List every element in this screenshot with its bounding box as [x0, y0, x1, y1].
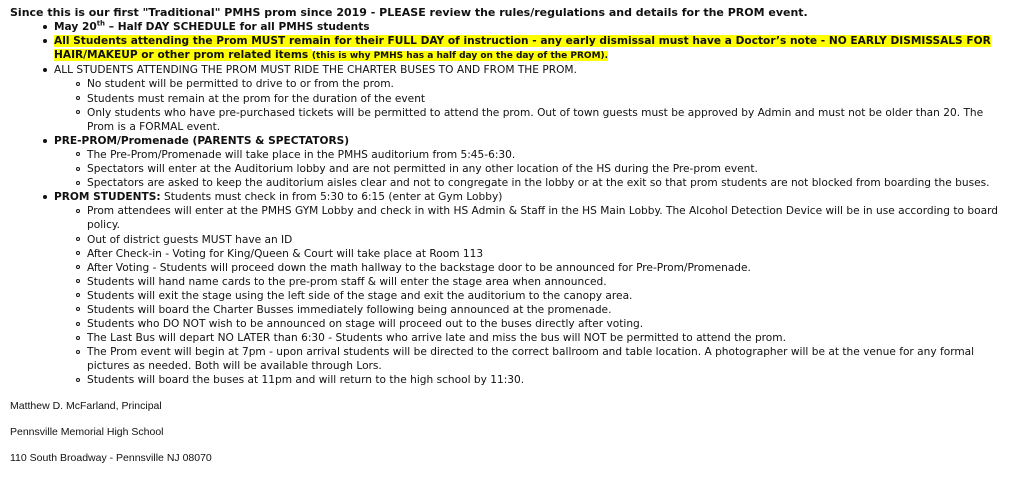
- list-item-prom-students: [10, 190, 1010, 387]
- school-name: Pennsville Memorial High School: [10, 425, 164, 438]
- main-list: [10, 20, 1010, 387]
- students-heading-detail: Students must check in from 5:30 to 6:15 (enter at Gym Lobby): [160, 191, 503, 204]
- sub-item: The Last Bus will depart NO LATER than 6:30 - Students who arrive late and miss the bus will NOT be permitted to attend the prom.: [10, 331, 1010, 345]
- sub-item: Prom attendees will enter at the PMHS GYM Lobby and check in with HS Admin & Staff in the HS Main Lobby. The Alcohol Detection Device will be in use according to board policy.: [10, 204, 1010, 232]
- highlighted-rule: All Students attending the Prom MUST remain for their FULL DAY of instruction - any early dismissal must have a Doctor’s note - NO EARLY DISMISSALS FOR HAIR/MAKEUP or other prom related items: [54, 35, 991, 62]
- list-item-charter-buses: [10, 63, 1010, 133]
- may20-text: – Half DAY SCHEDULE for all PMHS students: [105, 21, 370, 34]
- sub-item: Out of district guests MUST have an ID: [10, 233, 1010, 247]
- list-item-full-day-highlight: [10, 34, 1010, 63]
- sub-item: Students who DO NOT wish to be announced on stage will proceed out to the buses directly after voting.: [10, 317, 1010, 331]
- sub-item: Spectators will enter at the Auditorium lobby and are not permitted in any other location of the HS during the Pre-prom event.: [10, 162, 1010, 176]
- sub-item: Students will board the buses at 11pm and will return to the high school by 11:30.: [10, 373, 1010, 387]
- buses-sublist: [54, 77, 1010, 133]
- sub-item: Students will board the Charter Busses immediately following being announced at the promenade.: [10, 303, 1010, 317]
- list-item-pre-prom: [10, 134, 1010, 190]
- intro-heading: Since this is our first "Traditional" PMHS prom since 2019 - PLEASE review the rules/regulations and details for the PROM event.: [10, 6, 808, 19]
- sub-item: Students must remain at the prom for the duration of the event: [10, 92, 1010, 106]
- preprom-sublist: [54, 148, 1010, 190]
- may20-suffix: th: [96, 19, 106, 28]
- sub-item: Spectators are asked to keep the auditorium aisles clear and not to congregate in the lobby or at the exit so that prom students are not blocked from boarding the buses.: [10, 176, 1010, 190]
- students-heading: PROM STUDENTS:: [54, 191, 161, 204]
- list-item-may20: [10, 20, 1010, 34]
- sub-item: Students will hand name cards to the pre-prom staff & will enter the stage area when announced.: [10, 275, 1010, 289]
- may20-date: May 20: [54, 21, 97, 34]
- preprom-heading: PRE-PROM/Promenade (PARENTS & SPECTATORS): [54, 134, 350, 147]
- students-sublist: [54, 204, 1010, 387]
- highlighted-note: (this is why PMHS has a half day on the day of the PROM).: [311, 51, 609, 62]
- principal-name: Matthew D. McFarland, Principal: [10, 399, 162, 412]
- sub-item: Students will exit the stage using the left side of the stage and exit the auditorium to the canopy area.: [10, 289, 1010, 303]
- sub-item: Only students who have pre-purchased tickets will be permitted to attend the prom. Out of town guests must be approved by Admin and must not be older than 20. The Prom is a FORMAL event.: [10, 106, 1010, 134]
- sub-item: The Prom event will begin at 7pm - upon arrival students will be directed to the correct ballroom and table location. A photographer will be at the venue for any formal pictures as needed. Both will be available through Lors.: [10, 345, 1010, 373]
- signature-block: [10, 400, 1010, 464]
- sub-item: After Voting - Students will proceed down the math hallway to the backstage door to be announced for Pre-Prom/Promenade.: [10, 261, 1010, 275]
- school-address: 110 South Broadway - Pennsville NJ 08070: [10, 451, 212, 464]
- sub-item: No student will be permitted to drive to or from the prom.: [10, 77, 1010, 91]
- sub-item: The Pre-Prom/Promenade will take place in the PMHS auditorium from 5:45-6:30.: [10, 148, 1010, 162]
- sub-item: After Check-in - Voting for King/Queen & Court will take place at Room 113: [10, 247, 1010, 261]
- buses-heading: ALL STUDENTS ATTENDING THE PROM MUST RIDE THE CHARTER BUSES TO AND FROM THE PROM.: [54, 64, 577, 77]
